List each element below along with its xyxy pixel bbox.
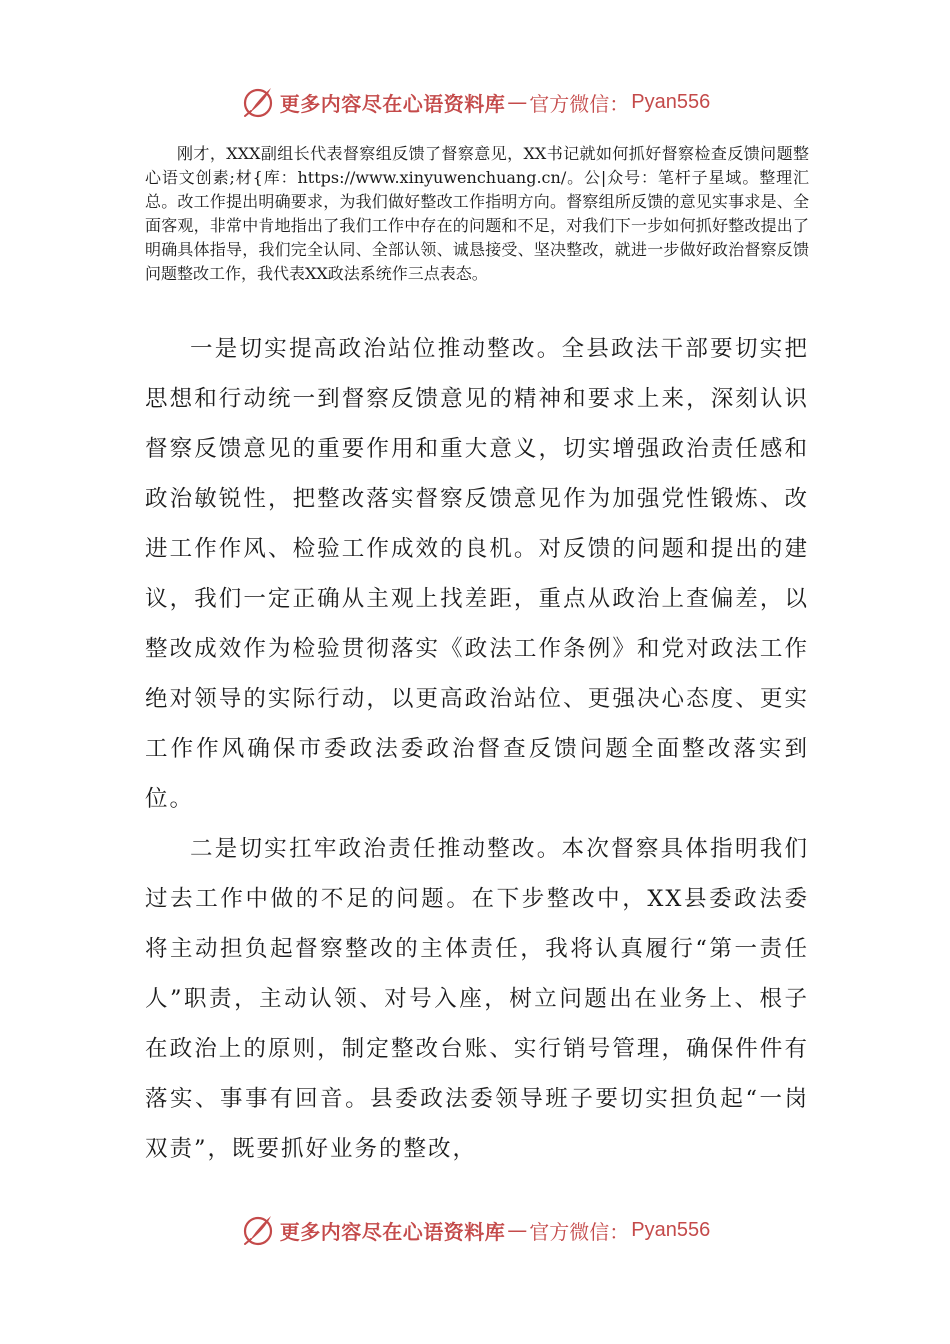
quill-logo-icon bbox=[240, 84, 276, 120]
header-banner bbox=[0, 80, 950, 124]
banner-wechat-label: 官方微信： bbox=[529, 91, 630, 116]
banner-separator: — bbox=[507, 1218, 528, 1242]
banner-separator: — bbox=[507, 90, 528, 114]
body-paragraph-1: 一是切实提高政治站位推动整改。全县政法干部要切实把思想和行动统一到督察反馈意见的精神和要求上来，深刻认识督察反馈意见的重要作用和重大意义，切实增强政治责任感和政治敏锐性，把整改落实督察反馈意见作为加强党性锻炼、改进工作作风、检验工作成效的良机。对反馈的问题和提出的建议，我们一定正确从主观上找差距，重点从政治上查偏差，以整改成效作为检验贯彻落实《政法工作条例》和党对政法工作绝对领导的实际行动，以更高政治站位、更强决心态度、更实工作作风确保市委政法委政治督查反馈问题全面整改落实到位。 bbox=[145, 336, 809, 812]
quill-logo-icon bbox=[240, 1212, 276, 1248]
banner-text: 更多内容尽在心语资料库 bbox=[279, 91, 506, 116]
banner-account: Pyan556 bbox=[631, 1218, 711, 1241]
banner-account: Pyan556 bbox=[631, 90, 711, 113]
body-paragraph-2: 二是切实扛牢政治责任推动整改。本次督察具体指明我们过去工作中做的不足的问题。在下步整改中，XX县委政法委将主动担负起督察整改的主体责任，我将认真履行“第一责任人”职责，主动认领、对号入座，树立问题出在业务上、根子在政治上的原则，制定整改台账、实行销号管理，确保件件有落实、事事有回音。县委政法委领导班子要切实担负起“一岗双责”，既要抓好业务的整改， bbox=[145, 836, 809, 1162]
banner-text: 更多内容尽在心语资料库 bbox=[279, 1219, 506, 1244]
banner-wechat-label: 官方微信： bbox=[529, 1219, 630, 1244]
footer-banner bbox=[0, 1208, 950, 1252]
intro-paragraph: 刚才，XXX副组长代表督察组反馈了督察意见，XX书记就如何抓好督察检查反馈问题整心语文创素;材{库：https://www.xinyuwenchuang.cn/。公|众号：笔杆子星域。整理汇总。改工作提出明确要求，为我们做好整改工作指明方向。督察组所反馈的意见实事求是、全面客观，非常中肯地指出了我们工作中存在的问题和不足，对我们下一步如何抓好整改提出了明确具体指导，我们完全认同、全部认领、诚恳接受、坚决整改，就进一步做好政治督察反馈问题整改工作，我代表XX政法系统作三点表态。 bbox=[145, 144, 809, 283]
